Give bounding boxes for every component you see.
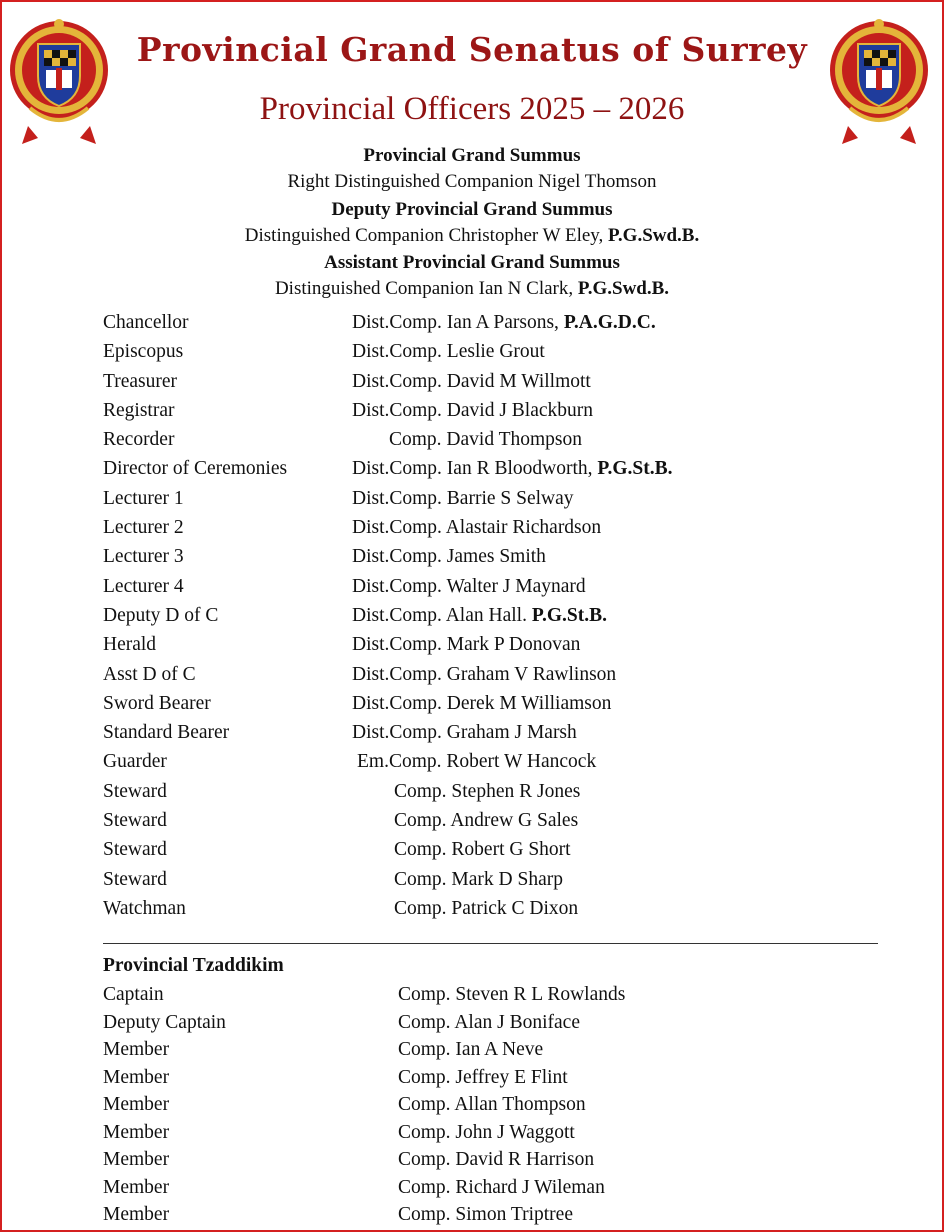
rank-suffix: P.G.St.B. (597, 458, 673, 480)
officer-name: Comp. David Thompson (389, 429, 583, 451)
officer-name: Dist.Comp. David J Blackburn (352, 399, 594, 421)
officer-name: Dist.Comp. James Smith (352, 546, 546, 568)
tzaddikim-name: Comp. Alan J Boniface (398, 1011, 580, 1033)
officer-name: Comp. Patrick C Dixon (394, 897, 579, 919)
officer-office: Asst D of C (103, 663, 196, 685)
senior-role: Deputy Provincial Grand Summus (331, 199, 613, 220)
senior-name: Right Distinguished Companion Nigel Thomson (287, 171, 657, 192)
tzaddikim-office: Member (103, 1066, 170, 1088)
officer-row (0, 454, 944, 483)
officer-name: Dist.Comp. Graham V Rawlinson (352, 663, 617, 685)
officer-office: Registrar (103, 399, 175, 421)
tzaddikim-office: Member (103, 1176, 170, 1198)
tzaddikim-office: Member (103, 1149, 170, 1170)
officer-name: Dist.Comp. Graham J Marsh (352, 722, 577, 744)
officer-office: Steward (103, 780, 167, 802)
tzaddikim-row (0, 1009, 944, 1037)
officer-row (0, 835, 944, 864)
page-subtitle: Provincial Officers 2025 – 2026 (259, 91, 685, 127)
officer-office: Treasurer (103, 370, 178, 392)
rank-suffix: P.A.G.D.C. (563, 312, 656, 333)
tzaddikim-office: Member (103, 1121, 170, 1143)
senior-officer-summus (0, 143, 944, 195)
tzaddikim-name: Comp. Ian A Neve (398, 1039, 544, 1060)
officer-office: Steward (103, 810, 167, 832)
officer-office: Steward (103, 839, 167, 861)
officer-name: Dist.Comp. David M Willmott (352, 370, 591, 392)
senior-name: Distinguished Companion Christopher W Eley, P.G.Swd.B. (244, 225, 700, 246)
tzaddikim-office: Deputy Captain (103, 1011, 226, 1033)
officer-row (0, 367, 944, 396)
officer-name: Dist.Comp. Walter J Maynard (352, 575, 586, 597)
officer-office: Director of Ceremonies (103, 458, 288, 480)
officer-office: Lecturer 3 (103, 546, 184, 568)
senior-name: Distinguished Companion Ian N Clark, P.G.Swd.B. (274, 278, 670, 299)
officer-row (0, 718, 944, 747)
officer-office: Standard Bearer (103, 722, 230, 744)
officer-row (0, 630, 944, 659)
officer-name: Dist.Comp. Derek M Williamson (352, 692, 612, 714)
officer-name: Comp. Andrew G Sales (394, 810, 579, 832)
tzaddikim-list (0, 981, 944, 1229)
officer-office: Recorder (103, 429, 175, 451)
officer-name: Dist.Comp. Ian R Bloodworth, P.G.St.B. (352, 458, 673, 480)
tzaddikim-name: Comp. David R Harrison (398, 1149, 595, 1170)
tzaddikim-office: Member (103, 1204, 170, 1225)
senior-role: Provincial Grand Summus (363, 145, 581, 166)
tzaddikim-name: Comp. Steven R L Rowlands (398, 984, 626, 1005)
tzaddikim-name: Comp. Simon Triptree (398, 1204, 573, 1225)
senior-officer-deputy (0, 197, 944, 249)
tzaddikim-heading: Provincial Tzaddikim (103, 955, 284, 976)
officer-row (0, 894, 944, 923)
officer-row (0, 542, 944, 571)
officer-name: Dist.Comp. Alan Hall. P.G.St.B. (352, 604, 607, 626)
officer-office: Lecturer 2 (103, 517, 184, 539)
tzaddikim-row (0, 1146, 944, 1174)
officer-row (0, 396, 944, 425)
tzaddikim-row (0, 1119, 944, 1147)
officer-office: Deputy D of C (103, 604, 219, 626)
tzaddikim-name: Comp. Allan Thompson (398, 1094, 586, 1115)
officer-row (0, 660, 944, 689)
officer-row (0, 777, 944, 806)
tzaddikim-name: Comp. Richard J Wileman (398, 1176, 605, 1198)
tzaddikim-name: Comp. John J Waggott (398, 1121, 575, 1143)
officer-row (0, 689, 944, 718)
officer-name: Comp. Stephen R Jones (394, 780, 581, 802)
tzaddikim-name: Comp. Jeffrey E Flint (398, 1066, 568, 1088)
officer-row (0, 601, 944, 630)
officer-office: Lecturer 1 (103, 487, 184, 509)
officer-office: Guarder (103, 751, 167, 773)
officers-list (0, 308, 944, 923)
rank-suffix: P.G.Swd.B. (608, 225, 700, 246)
officer-row (0, 484, 944, 513)
officer-office: Herald (103, 634, 157, 656)
officer-row (0, 806, 944, 835)
tzaddikim-row (0, 1174, 944, 1202)
officer-row (0, 337, 944, 366)
officer-name: Em.Comp. Robert W Hancock (357, 751, 597, 773)
tzaddikim-office: Member (103, 1094, 170, 1115)
tzaddikim-row (0, 1091, 944, 1119)
page-title: Provincial Grand Senatus of Surrey (136, 30, 808, 69)
rank-suffix: P.G.Swd.B. (577, 278, 670, 299)
officer-name: Dist.Comp. Leslie Grout (352, 341, 545, 363)
officer-office: Chancellor (103, 312, 189, 333)
tzaddikim-row (0, 981, 944, 1009)
officer-name: Dist.Comp. Barrie S Selway (352, 487, 574, 509)
officer-row (0, 865, 944, 894)
tzaddikim-row (0, 1201, 944, 1229)
officer-name: Comp. Mark D Sharp (394, 868, 563, 890)
officer-row (0, 425, 944, 454)
tzaddikim-office: Member (103, 1039, 170, 1060)
officer-office: Episcopus (103, 341, 184, 363)
senior-role: Assistant Provincial Grand Summus (324, 252, 620, 273)
officer-row (0, 513, 944, 542)
officer-name: Dist.Comp. Alastair Richardson (352, 517, 602, 539)
officer-name: Comp. Robert G Short (394, 839, 571, 861)
officer-office: Sword Bearer (103, 692, 211, 714)
section-divider (103, 943, 878, 944)
senior-officer-assistant (0, 250, 944, 302)
officer-row (0, 747, 944, 776)
officer-office: Watchman (103, 897, 186, 919)
tzaddikim-office: Captain (103, 984, 164, 1005)
officer-row (0, 572, 944, 601)
rank-suffix: P.G.St.B. (531, 604, 607, 626)
officer-office: Lecturer 4 (103, 575, 184, 597)
officer-name: Dist.Comp. Ian A Parsons, P.A.G.D.C. (352, 312, 656, 333)
officer-office: Steward (103, 868, 167, 890)
tzaddikim-row (0, 1036, 944, 1064)
officer-name: Dist.Comp. Mark P Donovan (352, 634, 581, 656)
officer-row (0, 308, 944, 337)
tzaddikim-row (0, 1064, 944, 1092)
